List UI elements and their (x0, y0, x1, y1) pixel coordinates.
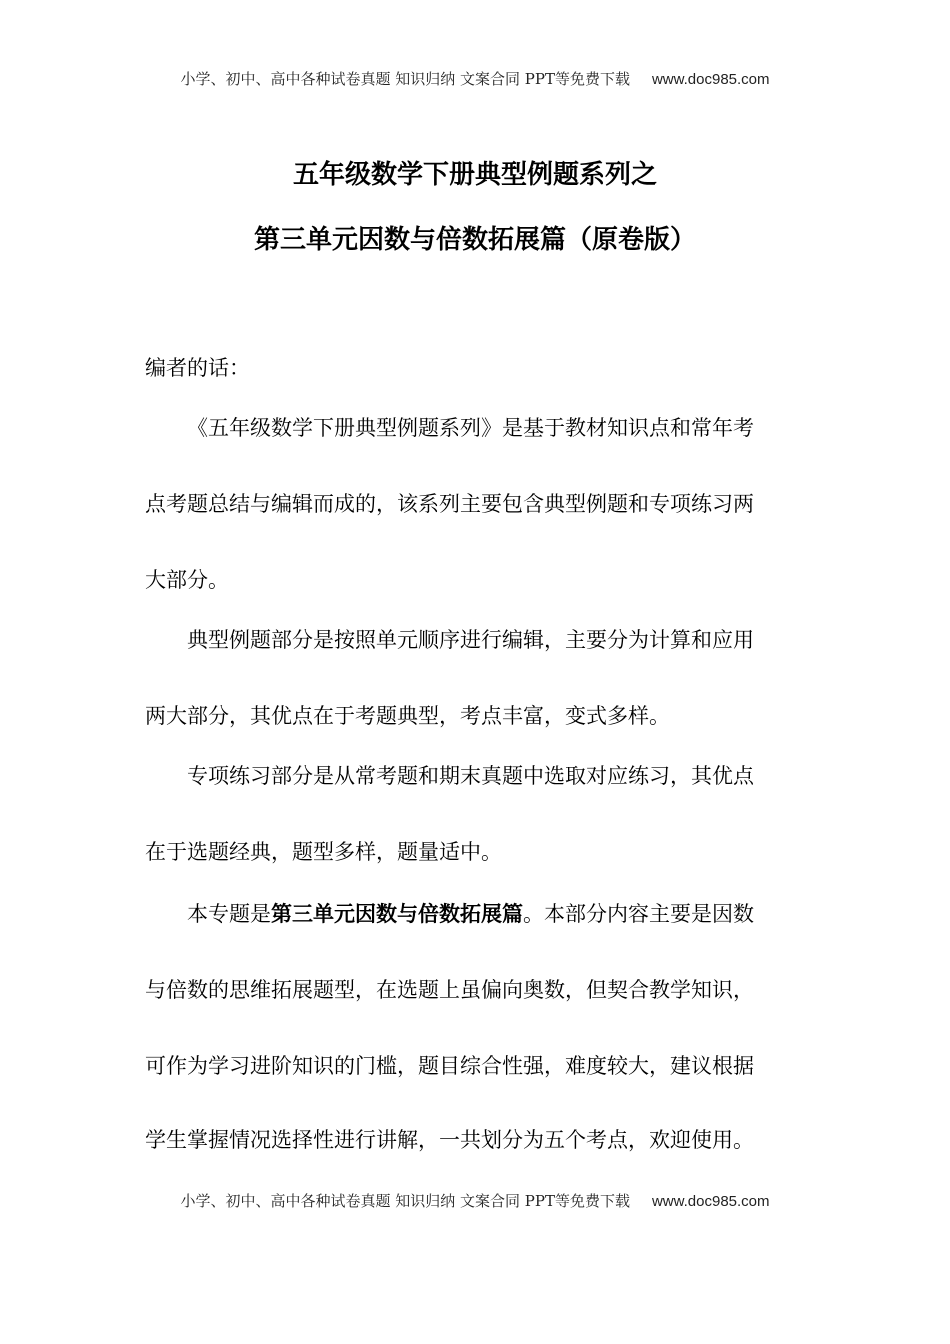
document-title-line-2: 第三单元因数与倍数拓展篇（原卷版） (253, 225, 696, 255)
paragraph-4-suffix: 。本部分内容主要是因数 (523, 902, 754, 926)
paragraph-1-line-3: 大部分。 (145, 568, 229, 592)
header-url-link[interactable]: www.doc985.com (651, 71, 770, 88)
paragraph-2-line-1: 典型例题部分是按照单元顺序进行编辑，主要分为计算和应用 (187, 628, 754, 652)
footer-text: 小学、初中、高中各种试卷真题 知识归纳 文案合同 PPT等免费下载 (180, 1192, 630, 1210)
editor-note-heading: 编者的话： (145, 356, 250, 380)
paragraph-3-line-2: 在于选题经典，题型多样，题量适中。 (145, 840, 502, 864)
topic-name-bold: 第三单元因数与倍数拓展篇 (271, 902, 523, 926)
document-title-line-1: 五年级数学下册典型例题系列之 (292, 160, 657, 190)
header-text: 小学、初中、高中各种试卷真题 知识归纳 文案合同 PPT等免费下载 (180, 70, 630, 88)
paragraph-1-line-2: 点考题总结与编辑而成的，该系列主要包含典型例题和专项练习两 (145, 492, 754, 516)
paragraph-4-line-2: 与倍数的思维拓展题型，在选题上虽偏向奥数，但契合教学知识， (145, 978, 754, 1002)
page-header (0, 68, 950, 89)
paragraph-3-line-1: 专项练习部分是从常考题和期末真题中选取对应练习，其优点 (187, 764, 754, 788)
paragraph-2-line-2: 两大部分，其优点在于考题典型，考点丰富，变式多样。 (145, 704, 670, 728)
page-footer (0, 1190, 950, 1211)
footer-url-link[interactable]: www.doc985.com (651, 1193, 770, 1210)
paragraph-4-line-4: 学生掌握情况选择性进行讲解，一共划分为五个考点，欢迎使用。 (145, 1128, 754, 1152)
paragraph-4-line-3: 可作为学习进阶知识的门槛，题目综合性强，难度较大，建议根据 (145, 1054, 754, 1078)
paragraph-1-line-1: 《五年级数学下册典型例题系列》是基于教材知识点和常年考 (187, 416, 754, 440)
paragraph-4-line-1 (187, 898, 754, 928)
paragraph-4-prefix: 本专题是 (187, 902, 271, 926)
